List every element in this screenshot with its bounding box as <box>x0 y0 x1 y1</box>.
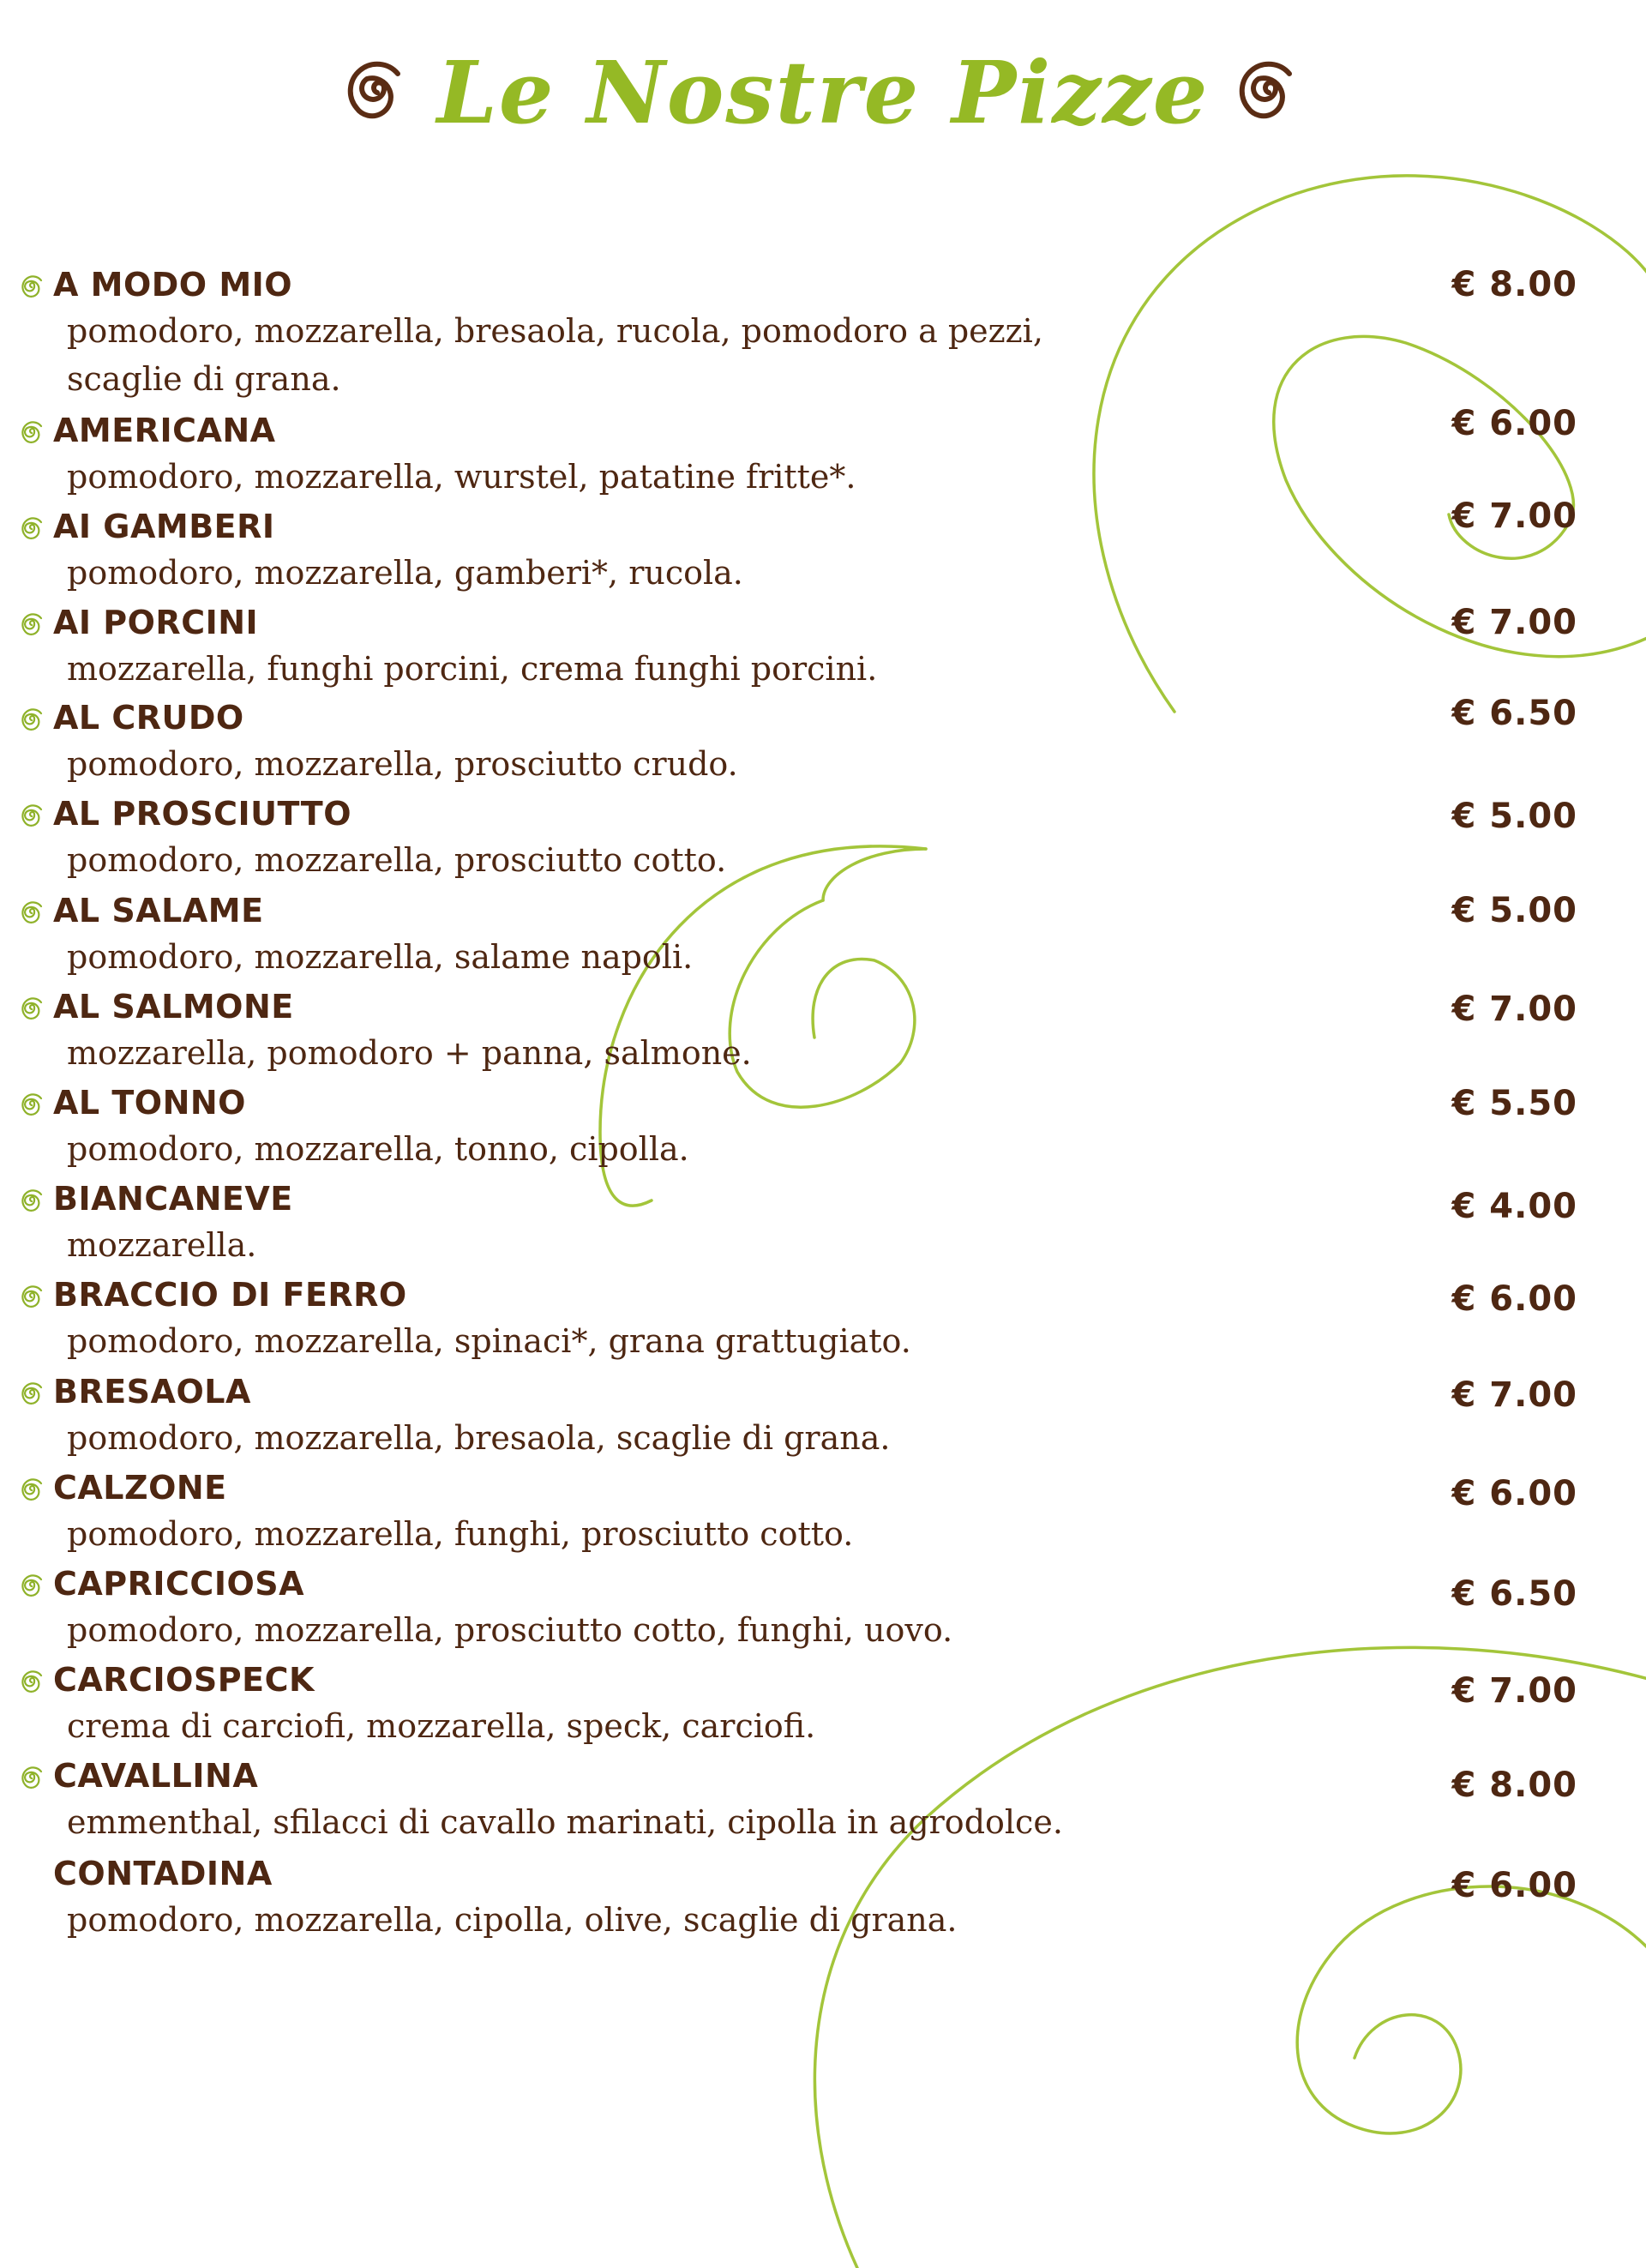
pizza-price: € 6.50 <box>1451 1574 1577 1614</box>
spiral-bullet-icon <box>19 516 45 542</box>
pizza-ingredients: mozzarella. <box>67 1226 257 1264</box>
pizza-price: € 5.00 <box>1451 891 1577 930</box>
pizza-name: AL PROSCIUTTO <box>53 795 352 833</box>
pizza-ingredients: mozzarella, pomodoro + panna, salmone. <box>67 1034 752 1072</box>
pizza-price: € 6.00 <box>1451 1474 1577 1513</box>
pizza-name: AMERICANA <box>53 412 276 449</box>
pizza-name: CAVALLINA <box>53 1757 259 1795</box>
pizza-price: € 7.00 <box>1451 1671 1577 1711</box>
spiral-bullet-icon <box>19 1284 45 1310</box>
spiral-bullet-icon <box>19 1669 45 1695</box>
pizza-ingredients: pomodoro, mozzarella, cipolla, olive, scaglie di grana. <box>67 1901 958 1939</box>
pizza-name: CONTADINA <box>53 1855 273 1892</box>
spiral-icon <box>1229 58 1308 127</box>
spiral-bullet-icon <box>19 996 45 1022</box>
spiral-bullet-icon <box>19 1381 45 1407</box>
pizza-ingredients: pomodoro, mozzarella, tonno, cipolla. <box>67 1130 689 1168</box>
page-title: Le Nostre Pizze <box>436 42 1210 143</box>
pizza-name: BRESAOLA <box>53 1373 251 1411</box>
pizza-name: AL SALAME <box>53 892 264 929</box>
pizza-price: € 5.50 <box>1451 1084 1577 1123</box>
pizza-price: € 7.00 <box>1451 990 1577 1029</box>
pizza-ingredients: pomodoro, mozzarella, spinaci*, grana grattugiato. <box>67 1322 911 1360</box>
pizza-ingredients: pomodoro, mozzarella, bresaola, scaglie di grana. <box>67 1419 891 1457</box>
pizza-price: € 4.00 <box>1451 1187 1577 1226</box>
pizza-price: € 7.00 <box>1451 496 1577 536</box>
spiral-bullet-icon <box>19 612 45 638</box>
pizza-ingredients: pomodoro, mozzarella, prosciutto cotto, funghi, uovo. <box>67 1611 953 1649</box>
pizza-ingredients: crema di carciofi, mozzarella, speck, carciofi. <box>67 1707 816 1745</box>
pizza-ingredients: emmenthal, sfilacci di cavallo marinati, cipolla in agrodolce. <box>67 1803 1063 1841</box>
spiral-bullet-icon <box>19 420 45 446</box>
pizza-name: AL TONNO <box>53 1084 246 1122</box>
pizza-price: € 6.00 <box>1451 1866 1577 1905</box>
pizza-ingredients: pomodoro, mozzarella, prosciutto crudo. <box>67 745 738 783</box>
pizza-ingredients: mozzarella, funghi porcini, crema funghi porcini. <box>67 650 878 688</box>
spiral-bullet-icon <box>19 1092 45 1118</box>
pizza-name: AI PORCINI <box>53 604 259 641</box>
pizza-ingredients: pomodoro, mozzarella, gamberi*, rucola. <box>67 554 743 592</box>
pizza-name: AI GAMBERI <box>53 508 275 545</box>
pizza-ingredients: pomodoro, mozzarella, salame napoli. <box>67 938 694 976</box>
pizza-ingredients: pomodoro, mozzarella, bresaola, rucola, pomodoro a pezzi, scaglie di grana. <box>67 312 1043 398</box>
spiral-bullet-icon <box>19 1188 45 1214</box>
spiral-bullet-icon <box>19 707 45 733</box>
pizza-price: € 6.00 <box>1451 404 1577 443</box>
pizza-ingredients: pomodoro, mozzarella, wurstel, patatine fritte*. <box>67 458 856 496</box>
pizza-name: BRACCIO DI FERRO <box>53 1276 407 1314</box>
pizza-name: BIANCANEVE <box>53 1180 293 1218</box>
pizza-ingredients: pomodoro, mozzarella, prosciutto cotto. <box>67 841 727 879</box>
pizza-name: A MODO MIO <box>53 266 293 304</box>
pizza-price: € 6.50 <box>1451 694 1577 733</box>
pizza-price: € 6.00 <box>1451 1279 1577 1319</box>
pizza-name: AL CRUDO <box>53 699 244 737</box>
pizza-name: CARCIOSPECK <box>53 1661 315 1699</box>
spiral-bullet-icon <box>19 1573 45 1599</box>
pizza-price: € 8.00 <box>1451 1766 1577 1805</box>
pizza-name: CALZONE <box>53 1469 227 1507</box>
pizza-name: AL SALMONE <box>53 988 294 1026</box>
spiral-icon <box>338 58 417 127</box>
header <box>0 33 1646 153</box>
pizza-price: € 7.00 <box>1451 1375 1577 1415</box>
spiral-bullet-icon <box>19 1477 45 1503</box>
spiral-bullet-icon <box>19 274 45 300</box>
pizza-name: CAPRICCIOSA <box>53 1565 305 1603</box>
spiral-bullet-icon <box>19 803 45 829</box>
pizza-ingredients: pomodoro, mozzarella, funghi, prosciutto cotto. <box>67 1515 854 1553</box>
pizza-price: € 5.00 <box>1451 797 1577 836</box>
pizza-price: € 8.00 <box>1451 265 1577 304</box>
spiral-bullet-icon <box>19 1766 45 1791</box>
spiral-bullet-icon <box>19 900 45 926</box>
pizza-price: € 7.00 <box>1451 603 1577 642</box>
